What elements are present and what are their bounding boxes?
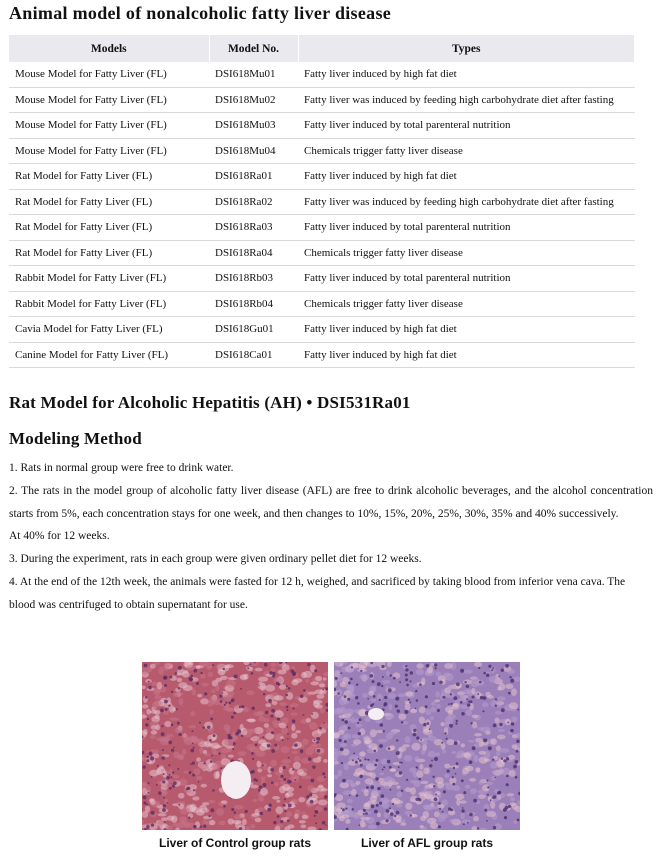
cell-model: Rat Model for Fatty Liver (FL) [9,164,209,190]
table-row [9,164,635,190]
section-title: Rat Model for Alcoholic Hepatitis (AH) • DSI531Ra01 [9,393,411,412]
cell-model: Mouse Model for Fatty Liver (FL) [9,138,209,164]
cell-model-no: DSI618Mu04 [209,138,298,164]
histology-figure [142,662,520,857]
cell-type: Fatty liver induced by high fat diet [298,164,635,190]
control-liver-micrograph [142,662,328,830]
cell-model: Cavia Model for Fatty Liver (FL) [9,317,209,343]
table-row [9,113,635,139]
cell-model-no: DSI618Mu01 [209,62,298,87]
cell-model-no: DSI618Ra02 [209,189,298,215]
column-header-model-no: Model No. [209,35,298,62]
method-paragraph: 4. At the end of the 12th week, the animals were fasted for 12 h, weighed, and sacrificed by taking blood from inferior vena cava. The blood was centrifuged to obtain supernatant for use. [9,575,626,611]
table-row [9,317,635,343]
table-row [9,138,635,164]
cell-model: Mouse Model for Fatty Liver (FL) [9,113,209,139]
cell-type: Fatty liver induced by high fat diet [298,342,635,368]
cell-type: Chemicals trigger fatty liver disease [298,291,635,317]
afl-caption: Liver of AFL group rats [360,836,493,850]
method-paragraph: 3. During the experiment, rats in each group were given ordinary pellet diet for 12 weeks. [9,553,422,566]
cell-model-no: DSI618Ra04 [209,240,298,266]
table-row [9,291,635,317]
column-header-types: Types [298,35,635,62]
table-row [9,342,635,368]
cell-type: Fatty liver induced by high fat diet [298,317,635,343]
cell-model: Rat Model for Fatty Liver (FL) [9,240,209,266]
cell-model: Mouse Model for Fatty Liver (FL) [9,62,209,87]
cell-model-no: DSI618Rb04 [209,291,298,317]
cell-model: Canine Model for Fatty Liver (FL) [9,342,209,368]
cell-type: Fatty liver induced by total parenteral nutrition [298,266,635,292]
cell-type: Fatty liver was induced by feeding high carbohydrate diet after fasting [298,87,635,113]
cell-model: Mouse Model for Fatty Liver (FL) [9,87,209,113]
table-row [9,189,635,215]
cell-model-no: DSI618Mu02 [209,87,298,113]
cell-model-no: DSI618Ca01 [209,342,298,368]
table-row [9,215,635,241]
cell-model: Rabbit Model for Fatty Liver (FL) [9,266,209,292]
cell-model-no: DSI618Mu03 [209,113,298,139]
cell-model-no: DSI618Rb03 [209,266,298,292]
table-row [9,266,635,292]
cell-type: Fatty liver induced by high fat diet [298,62,635,87]
models-table [9,35,635,368]
table-row [9,240,635,266]
control-caption: Liver of Control group rats [158,836,311,850]
method-paragraph: 2. The rats in the model group of alcoholic fatty liver disease (AFL) are free to drink alcoholic beverages, and the alcohol concentration starts from 5%, each concentration stays for one week, and then changes to 10%, 15%, 20%, 25%, 30%, 35% and 40% successively. [9,484,653,520]
cell-type: Fatty liver induced by total parenteral nutrition [298,113,635,139]
section-subtitle: Modeling Method [9,429,142,448]
cell-type: Chemicals trigger fatty liver disease [298,138,635,164]
table-row [9,62,635,87]
cell-model: Rat Model for Fatty Liver (FL) [9,215,209,241]
cell-type: Chemicals trigger fatty liver disease [298,240,635,266]
method-paragraph: 1. Rats in normal group were free to drink water. [9,462,234,474]
table-row [9,87,635,113]
cell-type: Fatty liver induced by total parenteral nutrition [298,215,635,241]
method-text [9,457,653,617]
column-header-models: Models [9,35,209,62]
cell-model-no: DSI618Ra01 [209,164,298,190]
afl-liver-micrograph [334,662,520,830]
cell-model-no: DSI618Gu01 [209,317,298,343]
table-body [9,62,635,368]
cell-model-no: DSI618Ra03 [209,215,298,241]
page-title: Animal model of nonalcoholic fatty liver disease [9,3,392,23]
cell-model: Rat Model for Fatty Liver (FL) [9,189,209,215]
method-paragraph: At 40% for 12 weeks. [9,530,110,543]
cell-type: Fatty liver was induced by feeding high carbohydrate diet after fasting [298,189,635,215]
table-header-row [9,35,635,62]
cell-model: Rabbit Model for Fatty Liver (FL) [9,291,209,317]
